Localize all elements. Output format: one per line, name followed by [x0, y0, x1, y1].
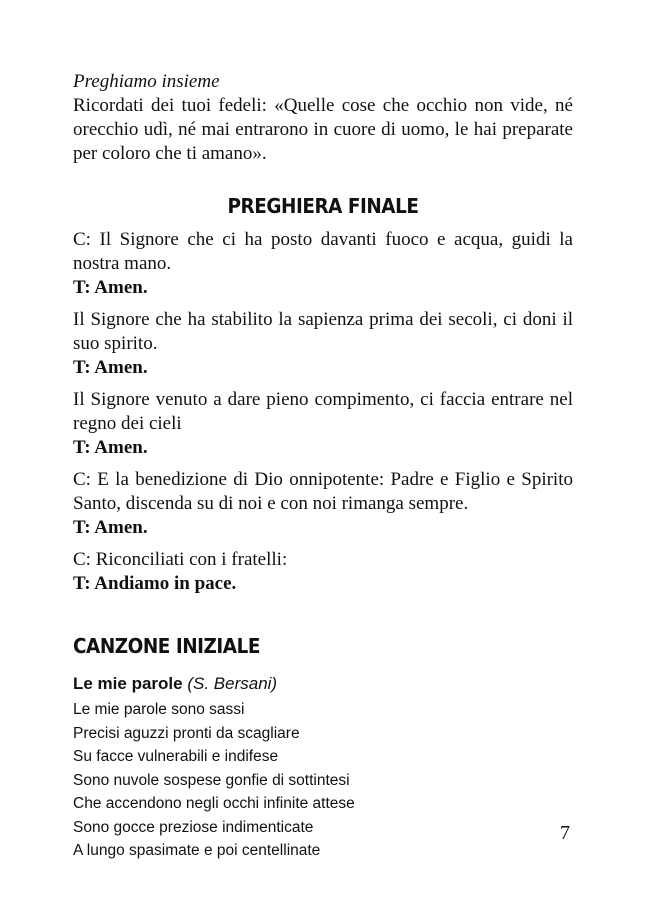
prayer-line: C: Il Signore che ci ha posto davanti fuoco e acqua, guidi la nostra mano. — [73, 229, 573, 274]
lyric-line: Su facce vulnerabili e indifese — [73, 748, 279, 765]
prayer-line: Il Signore che ha stabilito la sapienza prima dei secoli, ci doni il suo spirito. — [73, 309, 573, 354]
prayer-response: T: Amen. — [73, 277, 148, 298]
prayer-response: T: Amen. — [73, 437, 148, 458]
prayer-response: T: Amen. — [73, 517, 148, 538]
prayer-line: C: Riconciliati con i fratelli: — [73, 549, 288, 570]
lyric-line: Sono gocce preziose indimenticate — [73, 818, 314, 836]
song-author: (S. Bersani) — [187, 674, 278, 693]
lyric-line: Sono nuvole sospese gonfie di sottintesi — [73, 771, 350, 789]
page-content — [73, 70, 573, 863]
lyric-line: Le mie parole sono sassi — [73, 701, 245, 718]
lyric-line: Che accendono negli occhi infinite attese — [73, 795, 355, 812]
lyric-line: A lungo spasimate e poi centellinate — [73, 842, 321, 859]
prayer-line: C: E la benedizione di Dio onnipotente: Padre e Figlio e Spirito Santo, discenda su di noi e con noi rimanga sempre. — [73, 469, 573, 514]
intro-text: Ricordati dei tuoi fedeli: «Quelle cose che occhio non vide, né orecchio udì, né mai entrarono in cuore di uomo, le hai preparate per coloro che ti amano». — [73, 95, 573, 164]
prayer-response: T: Amen. — [73, 357, 148, 378]
song-section-heading: CANZONE INIZIALE — [73, 634, 260, 658]
intro-lead: Preghiamo insieme — [73, 71, 220, 92]
song-title: Le mie parole — [73, 674, 183, 693]
lyric-line: Precisi aguzzi pronti da scagliare — [73, 724, 300, 742]
song-title-row — [73, 672, 573, 696]
prayer-line: Il Signore venuto a dare pieno compimento, ci faccia entrare nel regno dei cieli — [73, 389, 573, 434]
prayer-response: T: Andiamo in pace. — [73, 573, 237, 594]
page-number: 7 — [560, 822, 570, 844]
final-prayer-heading: PREGHIERA FINALE — [227, 194, 419, 218]
